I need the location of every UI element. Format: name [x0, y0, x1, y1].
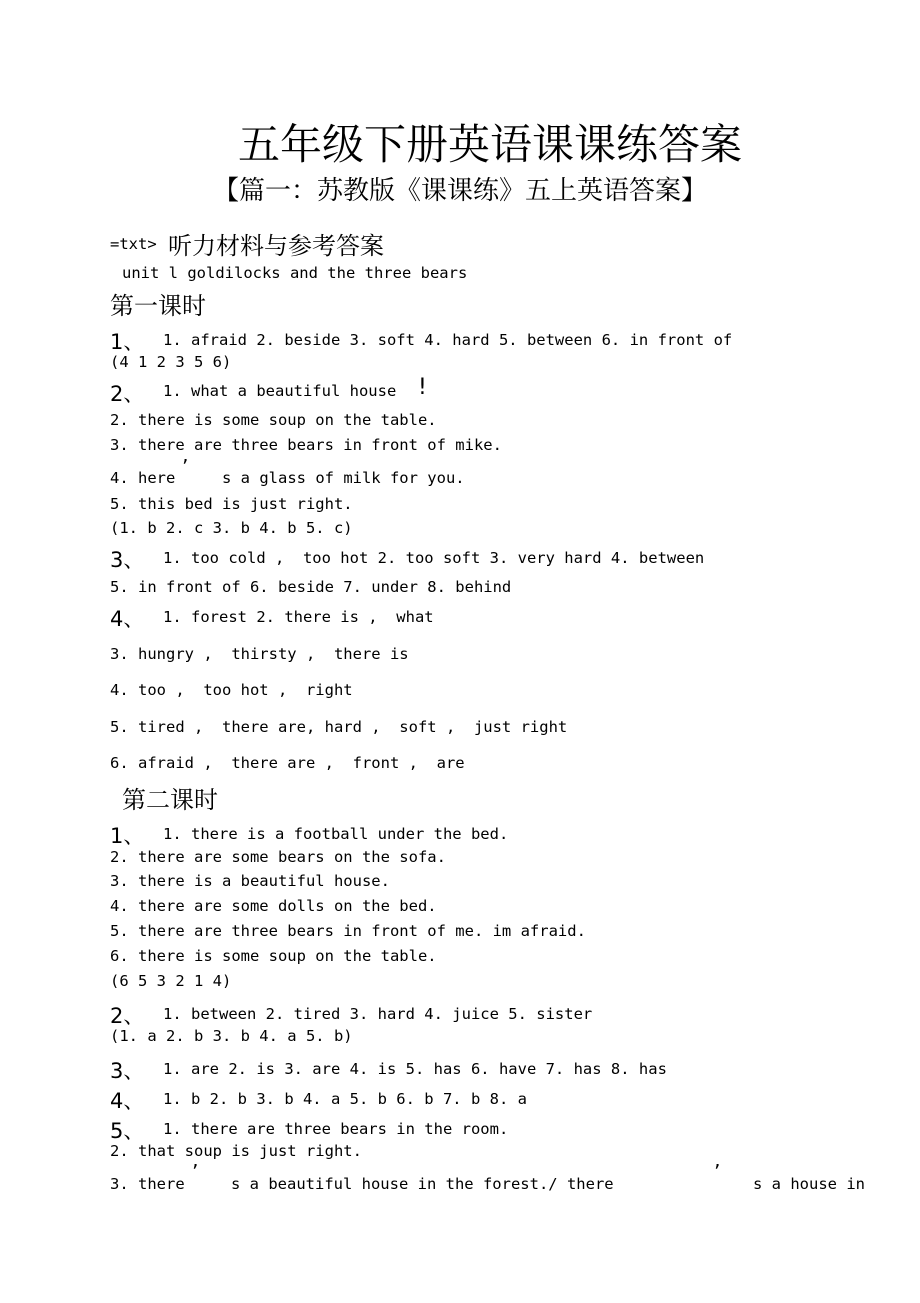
lesson2-q3-text: 1. are 2. is 3. are 4. is 5. has 6. have 7. has 8. has	[163, 1060, 667, 1078]
lesson1-q2-line1: 1. what a beautiful house	[163, 382, 397, 400]
lesson1-q3-number: 3、	[110, 548, 145, 572]
lesson2-q5-line3-end: s a house in	[753, 1175, 865, 1193]
lesson1-q1-answer: (4 1 2 3 5 6)	[110, 353, 232, 371]
lesson1-heading: 第一课时	[110, 292, 206, 320]
lesson1-q4-line4: 4. too , too hot , right	[110, 681, 353, 699]
lesson1-q2-number: 2、	[110, 382, 145, 406]
txt-prefix: =txt>	[110, 235, 157, 253]
lesson2-q5-line2: 2. that soup is just right.	[110, 1142, 362, 1160]
lesson2-q1-line6: 6. there is some soup on the table.	[110, 947, 437, 965]
lesson1-q2-line4-end: s a glass of milk for you.	[222, 469, 465, 487]
lesson2-q2-text: 1. between 2. tired 3. hard 4. juice 5. sister	[163, 1005, 593, 1023]
lesson2-q4-text: 1. b 2. b 3. b 4. a 5. b 6. b 7. b 8. a	[163, 1090, 527, 1108]
lesson1-q2-exclamation: !	[418, 375, 427, 400]
lesson1-q2-line3: 3. there are three bears in front of mike.	[110, 436, 502, 454]
lesson1-q1-number: 1、	[110, 330, 145, 354]
lesson2-q1-number: 1、	[110, 824, 145, 848]
lesson2-q5-apostrophe-2: ’	[714, 1160, 721, 1184]
lesson2-q5-number: 5、	[110, 1119, 145, 1143]
lesson2-q1-line1: 1. there is a football under the bed.	[163, 825, 509, 843]
lesson2-q5-apostrophe-1: ’	[192, 1160, 199, 1184]
lesson1-q2-line4-start: 4. here	[110, 469, 176, 487]
lesson2-q5-line3-middle: s a beautiful house in the forest./ there	[231, 1175, 614, 1193]
lesson1-q3-line1: 1. too cold , too hot 2. too soft 3. very hard 4. between	[163, 549, 705, 567]
lesson2-q2-answer: (1. a 2. b 3. b 4. a 5. b)	[110, 1027, 353, 1045]
lesson2-q5-line3-start: 3. there	[110, 1175, 185, 1193]
lesson2-q1-answer: (6 5 3 2 1 4)	[110, 972, 232, 990]
unit-title: unit l goldilocks and the three bears	[122, 264, 468, 282]
listening-heading: 听力材料与参考答案	[168, 232, 384, 260]
lesson1-q4-line1: 1. forest 2. there is , what	[163, 608, 434, 626]
lesson2-q1-line2: 2. there are some bears on the sofa.	[110, 848, 446, 866]
lesson2-heading: 第二课时	[122, 786, 218, 814]
lesson2-q3-number: 3、	[110, 1059, 145, 1083]
lesson1-q2-line5: 5. this bed is just right.	[110, 495, 353, 513]
lesson2-q1-line5: 5. there are three bears in front of me. im afraid.	[110, 922, 586, 940]
page-subtitle: 【篇一：苏教版《课课练》五上英语答案】	[212, 176, 707, 206]
lesson2-q2-number: 2、	[110, 1004, 145, 1028]
lesson2-q1-line4: 4. there are some dolls on the bed.	[110, 897, 437, 915]
lesson2-q4-number: 4、	[110, 1089, 145, 1113]
lesson1-q4-line6: 6. afraid , there are , front , are	[110, 754, 465, 772]
lesson1-q4-number: 4、	[110, 607, 145, 631]
lesson1-q4-line3: 3. hungry , thirsty , there is	[110, 645, 409, 663]
lesson1-q2-apostrophe: ’	[182, 455, 189, 479]
page-title: 五年级下册英语课课练答案	[237, 120, 742, 169]
lesson1-q4-line5: 5. tired , there are, hard , soft , just right	[110, 718, 568, 736]
lesson2-q5-line1: 1. there are three bears in the room.	[163, 1120, 509, 1138]
lesson1-q2-line2: 2. there is some soup on the table.	[110, 411, 437, 429]
lesson2-q1-line3: 3. there is a beautiful house.	[110, 872, 390, 890]
lesson1-q3-line2: 5. in front of 6. beside 7. under 8. behind	[110, 578, 512, 596]
lesson1-q1-text: 1. afraid 2. beside 3. soft 4. hard 5. between 6. in front of	[163, 331, 733, 349]
lesson1-q2-answer: (1. b 2. c 3. b 4. b 5. c)	[110, 519, 353, 537]
